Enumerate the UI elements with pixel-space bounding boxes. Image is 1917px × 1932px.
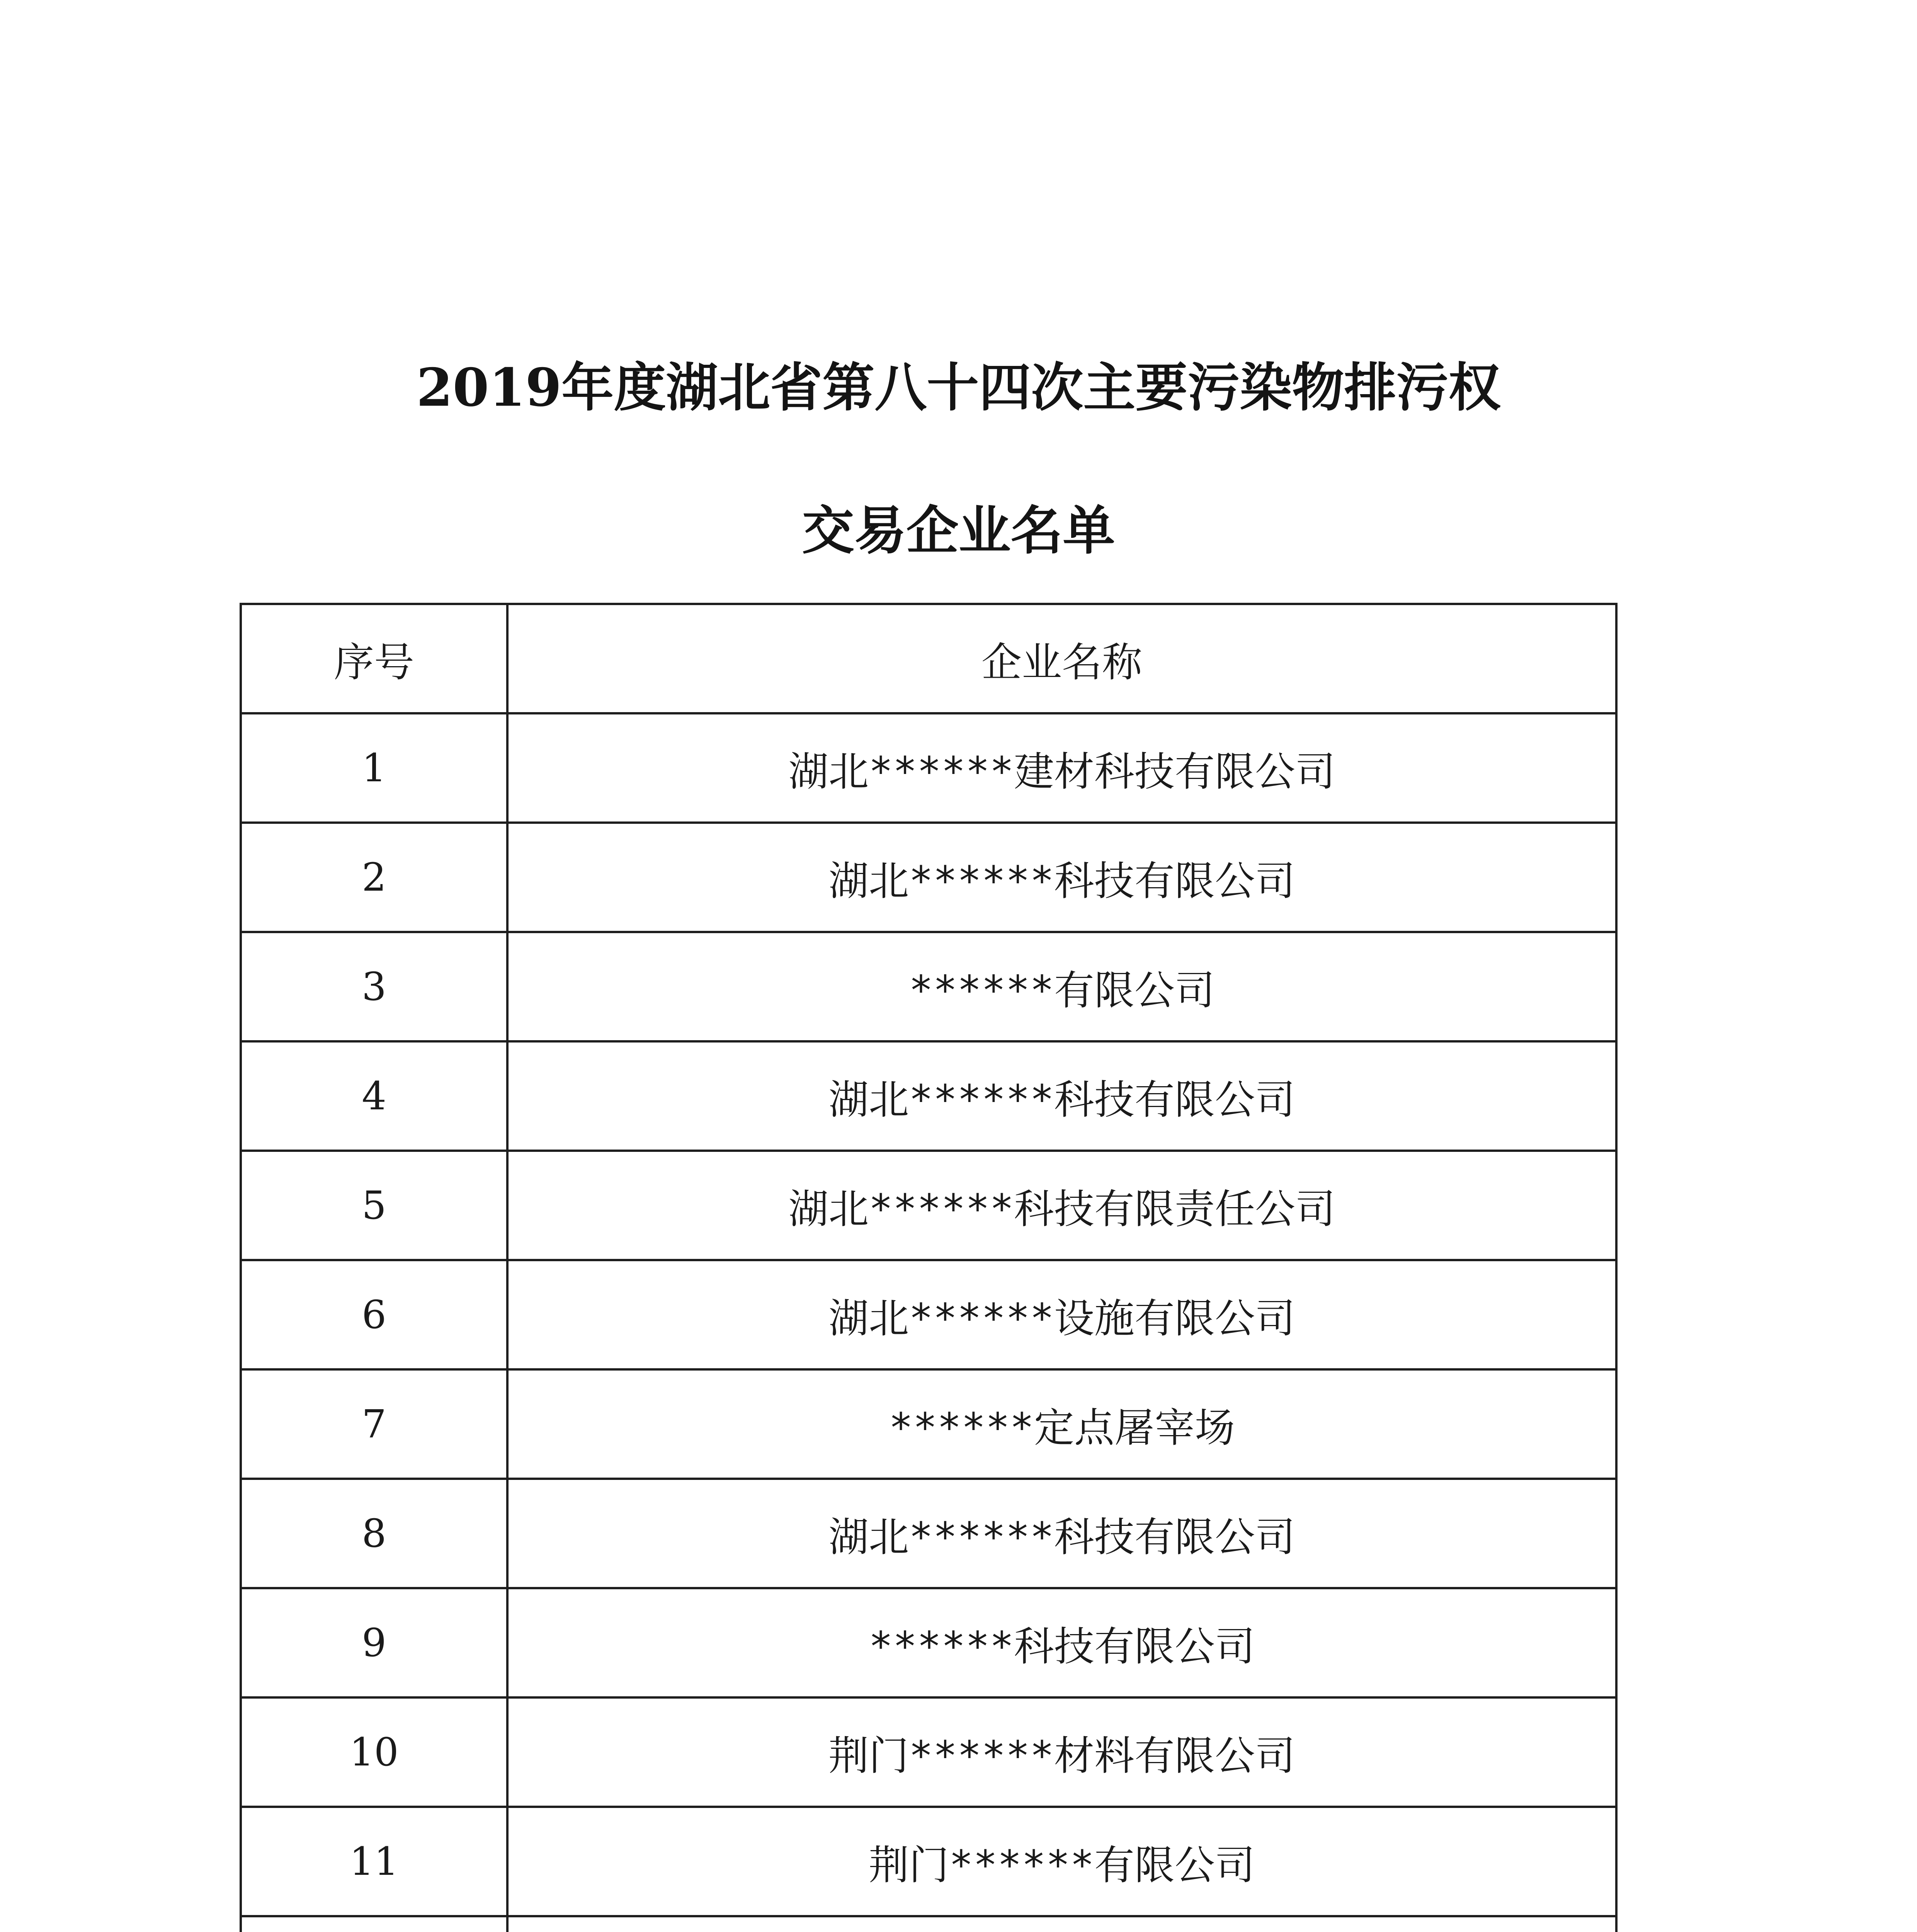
table-row [241,1260,1616,1369]
row-enterprise-name: 湖北******科技有限公司 [507,1479,1616,1588]
table-row [241,1807,1616,1916]
row-index: 5 [241,1151,507,1260]
enterprise-table [240,603,1618,1932]
row-enterprise-name: 湖北******科技有限责任公司 [507,1151,1616,1260]
table-row [241,932,1616,1041]
enterprise-table-container [240,603,1615,1932]
table-row [241,1479,1616,1588]
header-index: 序号 [241,604,507,713]
row-enterprise-name: 湖北******设施有限公司 [507,1260,1616,1369]
table-row [241,1588,1616,1697]
row-enterprise-name: 荆门******有限公司 [507,1807,1616,1916]
table-row [241,713,1616,823]
row-index: 3 [241,932,507,1041]
table-row [241,823,1616,932]
row-enterprise-name [507,1916,1616,1932]
row-enterprise-name: 湖北******建材科技有限公司 [507,713,1616,823]
table-row [241,1916,1616,1932]
row-index: 6 [241,1260,507,1369]
row-index: 7 [241,1369,507,1479]
row-index: 10 [241,1697,507,1807]
table-row [241,1697,1616,1807]
table-row [241,1041,1616,1151]
table-row [241,1369,1616,1479]
document-title-line-1: 2019年度湖北省第八十四次主要污染物排污权 [416,357,1501,418]
table-header-row [241,604,1616,713]
header-enterprise-name: 企业名称 [507,604,1616,713]
row-enterprise-name: 荆门******材料有限公司 [507,1697,1616,1807]
row-index: 1 [241,713,507,823]
row-index: 2 [241,823,507,932]
row-index: 9 [241,1588,507,1697]
row-enterprise-name: ******科技有限公司 [507,1588,1616,1697]
row-index: 4 [241,1041,507,1151]
table-row [241,1151,1616,1260]
row-index: 11 [241,1807,507,1916]
row-index [241,1916,507,1932]
row-enterprise-name: 湖北******科技有限公司 [507,1041,1616,1151]
row-index: 8 [241,1479,507,1588]
row-enterprise-name: 湖北******科技有限公司 [507,823,1616,932]
row-enterprise-name: ******有限公司 [507,932,1616,1041]
document-title-line-2: 交易企业名单 [802,500,1115,561]
row-enterprise-name: ******定点屠宰场 [507,1369,1616,1479]
